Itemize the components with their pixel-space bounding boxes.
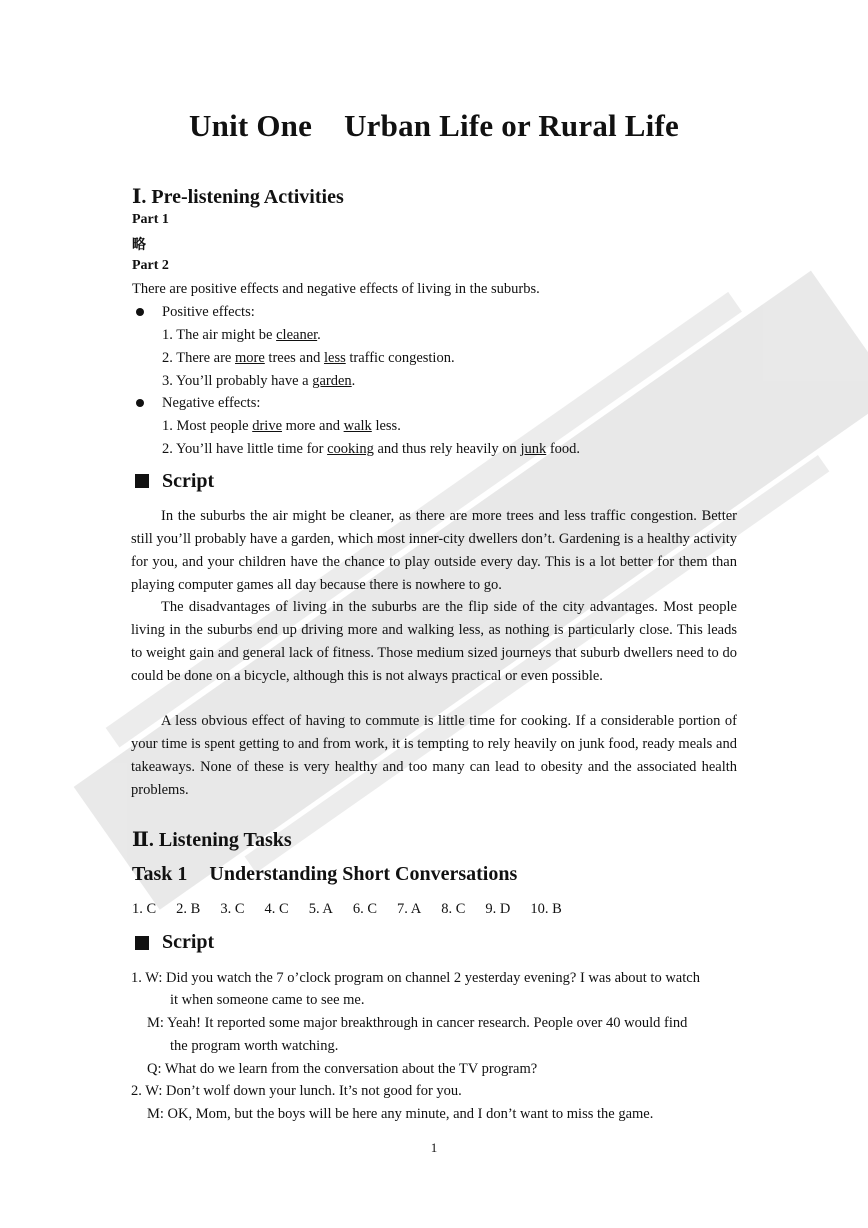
script-paragraph: The disadvantages of living in the suburbs are the flip side of the city advantages. Most people living in the suburbs end up driving more and walking less, as nothing is particularly close. This leads to weight gain and general lack of fitness. Those medium sized journeys that suburb dwellers need to do could be done on a bicycle, although this is not always practical or even possible.: [131, 599, 737, 684]
square-bullet-icon: [135, 474, 149, 488]
answer-item: 10. B: [530, 901, 562, 917]
positive-effect-2: 2. There are more trees and less traffic congestion.: [162, 350, 455, 366]
negative-effect-1: 1. Most people drive more and walk less.: [162, 418, 401, 434]
script-heading-1: Script: [162, 470, 215, 492]
conversation-line: M: Yeah! It reported some major breakthrough in cancer research. People over 40 would find: [147, 1015, 688, 1031]
conversation-line: the program worth watching.: [170, 1038, 339, 1054]
answer-key: [132, 898, 582, 921]
task1-heading: Task 1 Understanding Short Conversations: [132, 863, 518, 885]
page-number: 1: [430, 1140, 438, 1155]
conversation-line: 2. W: Don’t wolf down your lunch. It’s not good for you.: [131, 1083, 462, 1099]
answer-item: 1. C: [132, 901, 157, 917]
answer-item: 6. C: [352, 901, 378, 917]
answer-item: 8. C: [441, 901, 466, 917]
positive-effect-1: 1. The air might be cleaner.: [162, 327, 321, 343]
answer-item: 2. B: [176, 901, 201, 917]
part2-intro: There are positive effects and negative effects of living in the suburbs.: [132, 281, 540, 297]
answer-item: 5. A: [308, 901, 333, 917]
negative-effect-2: 2. You’ll have little time for cooking and thus rely heavily on junk food.: [162, 441, 581, 457]
answer-item: 4. C: [264, 901, 289, 917]
script-paragraph: In the suburbs the air might be cleaner, as there are more trees and less traffic congestion. Better still you’ll probably have a garden, which most inner-city dwellers don’t. Gardening is a healthy activity for you, and your children have the chance to play outside every day. This is a lot better for them than playing computer games all day because there is nowhere to go.: [131, 508, 737, 593]
bullet-icon: [136, 308, 144, 316]
negative-effects-label: Negative effects:: [162, 395, 261, 411]
part1-label: Part 1: [132, 212, 169, 227]
conversation-line: 1. W: Did you watch the 7 o’clock program on channel 2 yesterday evening? I was about to watch: [131, 970, 700, 986]
conversation-question: Q: What do we learn from the conversation about the TV program?: [147, 1061, 538, 1077]
answer-item: 3. C: [220, 901, 245, 917]
page-title: Unit One Urban Life or Rural Life: [189, 108, 679, 143]
square-bullet-icon: [135, 936, 149, 950]
section-heading-pre-listening: Ⅰ. Pre-listening Activities: [132, 186, 344, 208]
section-heading-listening-tasks: Ⅱ. Listening Tasks: [132, 829, 292, 851]
part2-label: Part 2: [132, 258, 169, 273]
positive-effects-label: Positive effects:: [162, 304, 255, 320]
script-paragraph: A less obvious effect of having to commute is little time for cooking. If a considerable portion of your time is spent getting to and from work, it is tempting to rely heavily on junk food, ready meals and takeaways. None of these is very healthy and too many can lead to obesity and the associated health problems.: [131, 713, 737, 798]
conversation-line: it when someone came to see me.: [170, 992, 365, 1008]
script-heading-2: Script: [162, 931, 215, 953]
answer-item: 9. D: [485, 901, 511, 917]
part1-text: 略: [132, 238, 146, 253]
conversation-line: M: OK, Mom, but the boys will be here any minute, and I don’t want to miss the game.: [147, 1106, 654, 1122]
bullet-icon: [136, 399, 144, 407]
positive-effect-3: 3. You’ll probably have a garden.: [162, 373, 356, 389]
answer-item: 7. A: [397, 901, 422, 917]
